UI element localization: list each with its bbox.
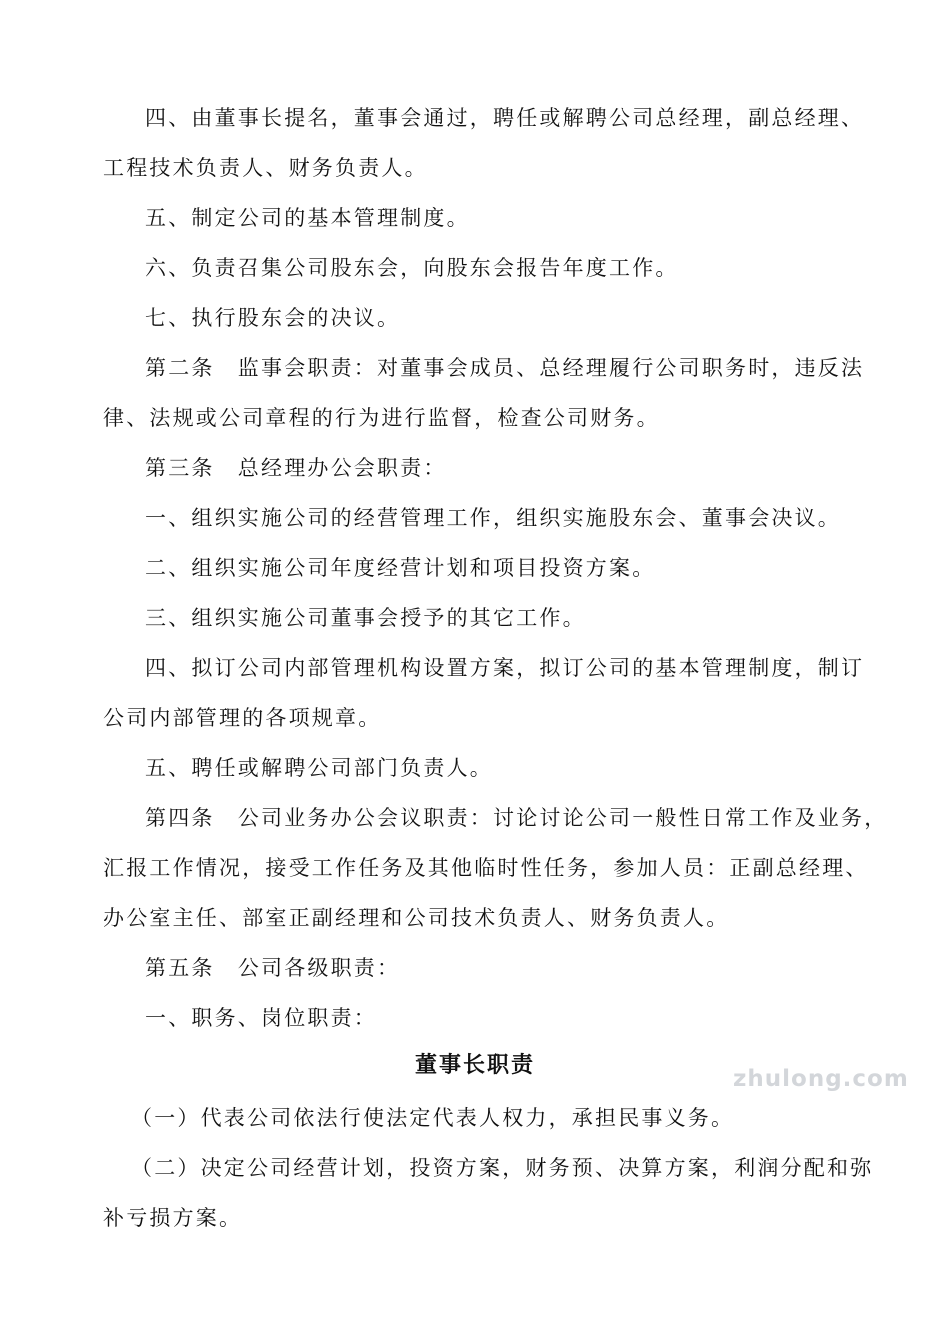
paragraph-line: 五、聘任或解聘公司部门负责人。 (145, 756, 493, 780)
article-line: 第三条 总经理办公会职责： (145, 456, 447, 480)
paragraph-line: 六、负责召集公司股东会，向股东会报告年度工作。 (145, 256, 679, 280)
paragraph-line: 公司内部管理的各项规章。 (103, 706, 382, 730)
section-heading: 董事长职责 (414, 1053, 535, 1078)
watermark: zhulong.com (733, 1066, 909, 1092)
paragraph-line: 工程技术负责人、财务负责人。 (103, 156, 428, 180)
paragraph-line: 三、组织实施公司董事会授予的其它工作。 (145, 606, 586, 630)
paragraph-line: 五、制定公司的基本管理制度。 (145, 206, 470, 230)
article-line: 汇报工作情况，接受工作任务及其他临时性任务，参加人员：正副总经理、 (103, 856, 869, 880)
paragraph-line: 四、拟订公司内部管理机构设置方案，拟订公司的基本管理制度，制订 (145, 656, 865, 680)
paragraph-line: 四、由董事长提名，董事会通过，聘任或解聘公司总经理，副总经理、 (145, 106, 865, 130)
duty-line: （二）决定公司经营计划，投资方案，财务预、决算方案，利润分配和弥 (131, 1156, 874, 1180)
paragraph-line: 七、执行股东会的决议。 (145, 306, 401, 330)
article-line: 第二条 监事会职责：对董事会成员、总经理履行公司职务时，违反法 (145, 356, 865, 380)
paragraph-line: 二、组织实施公司年度经营计划和项目投资方案。 (145, 556, 656, 580)
article-line: 第四条 公司业务办公会议职责：讨论讨论公司一般性日常工作及业务， (145, 806, 888, 830)
article-line: 办公室主任、部室正副经理和公司技术负责人、财务负责人。 (103, 906, 730, 930)
paragraph-line: 一、职务、岗位职责： (145, 1006, 377, 1030)
duty-line: （一）代表公司依法行使法定代表人权力，承担民事义务。 (131, 1106, 735, 1130)
duty-line: 补亏损方案。 (103, 1206, 243, 1230)
article-line: 律、法规或公司章程的行为进行监督，检查公司财务。 (103, 406, 660, 430)
paragraph-line: 一、组织实施公司的经营管理工作，组织实施股东会、董事会决议。 (145, 506, 841, 530)
article-line: 第五条 公司各级职责： (145, 956, 401, 980)
